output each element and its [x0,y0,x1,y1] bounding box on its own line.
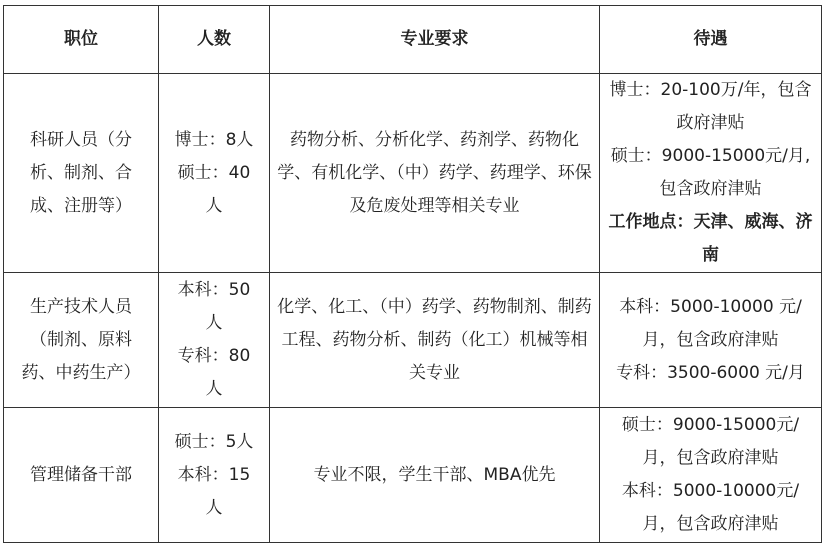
headcount-line: 专科：80人 [177,346,251,399]
table-row [4,408,822,543]
position-cell: 生产技术人员（制剂、原料药、中药生产） [4,273,159,408]
headcount-line: 本科：50人 [177,280,251,333]
benefits-cell [600,408,822,543]
headcount-line: 博士：8人 [174,129,254,150]
headcount-cell [159,408,270,543]
major-cell: 药物分析、分析化学、药剂学、药物化学、有机化学、（中）药学、药理学、环保及危废处理等相关专业 [270,74,600,273]
position-cell: 管理储备干部 [4,408,159,543]
header-position: 职位 [4,6,159,74]
headcount-cell [159,273,270,408]
table-header-row [4,6,822,74]
header-benefits: 待遇 [600,6,822,74]
recruitment-table [3,5,822,543]
major-cell: 化学、化工、（中）药学、药物制剂、制药工程、药物分析、制药（化工）机械等相关专业 [270,273,600,408]
work-location: 工作地点：天津、威海、济南 [608,212,813,265]
headcount-line: 硕士：5人 [174,431,254,452]
benefits-line: 本科：5000-10000元/月，包含政府津贴 [621,481,800,534]
major-cell: 专业不限，学生干部、MBA优先 [270,408,600,543]
benefits-line: 专科：3500-6000 元/月 [616,362,805,383]
table-row [4,273,822,408]
headcount-line: 硕士：40人 [177,162,251,216]
benefits-line: 硕士：9000-15000元/月,包含政府津贴 [610,146,811,199]
headcount-line: 本科：15人 [177,464,251,518]
position-cell: 科研人员（分析、制剂、合成、注册等） [4,74,159,273]
benefits-line: 博士：20-100万/年，包含政府津贴 [609,80,812,133]
header-headcount: 人数 [159,6,270,74]
benefits-cell [600,273,822,408]
benefits-line: 硕士：9000-15000元/月，包含政府津贴 [621,415,800,468]
table-row [4,74,822,273]
benefits-line: 本科：5000-10000 元/月，包含政府津贴 [619,296,802,350]
header-major: 专业要求 [270,6,600,74]
headcount-cell [159,74,270,273]
benefits-cell [600,74,822,273]
